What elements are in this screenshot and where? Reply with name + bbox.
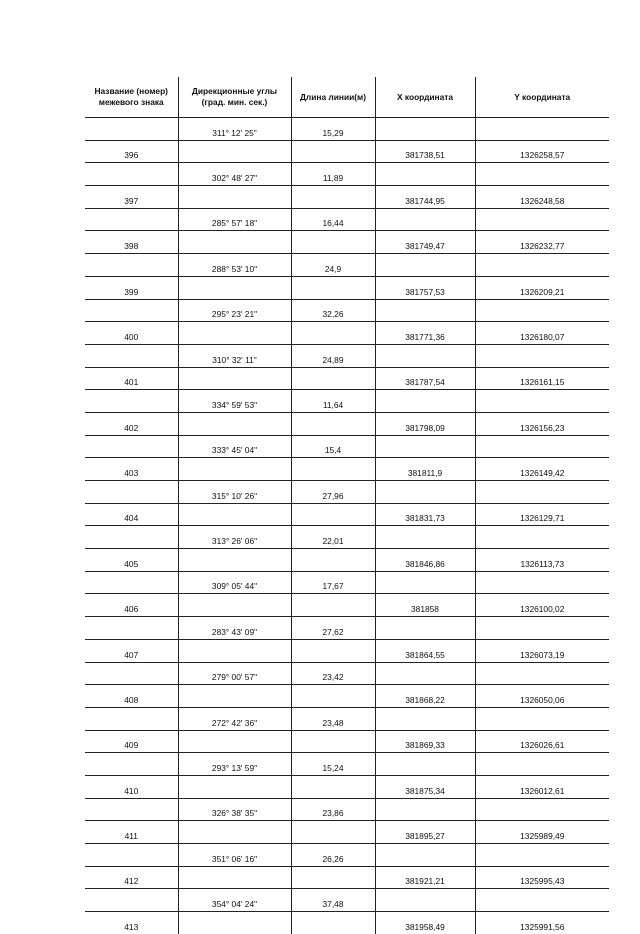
empty-y-cell (475, 208, 609, 231)
empty-length-cell (291, 231, 375, 254)
empty-angle-cell (178, 912, 291, 934)
table-row-segment (85, 798, 609, 821)
empty-length-cell (291, 458, 375, 481)
empty-y-cell (475, 889, 609, 912)
empty-name-cell (85, 617, 178, 640)
empty-length-cell (291, 322, 375, 345)
empty-name-cell (85, 662, 178, 685)
direction-angle-cell: 295° 23' 21" (178, 299, 291, 322)
empty-length-cell (291, 866, 375, 889)
empty-y-cell (475, 435, 609, 458)
empty-name-cell (85, 889, 178, 912)
marker-name-cell: 400 (85, 322, 178, 345)
empty-name-cell (85, 208, 178, 231)
direction-angle-cell: 285° 57' 18" (178, 208, 291, 231)
y-coordinate-cell: 1326026,61 (475, 730, 609, 753)
empty-x-cell (375, 844, 475, 867)
direction-angle-cell: 315° 10' 26" (178, 481, 291, 504)
line-length-cell: 15,29 (291, 118, 375, 141)
empty-length-cell (291, 685, 375, 708)
direction-angle-cell: 272° 42' 36" (178, 707, 291, 730)
table-row-point (85, 231, 609, 254)
table-row-point (85, 186, 609, 209)
x-coordinate-cell: 381858 (375, 594, 475, 617)
empty-angle-cell (178, 821, 291, 844)
y-coordinate-cell: 1326209,21 (475, 276, 609, 299)
empty-angle-cell (178, 503, 291, 526)
table-row-segment (85, 208, 609, 231)
line-length-cell: 23,48 (291, 707, 375, 730)
table-row-segment (85, 571, 609, 594)
empty-name-cell (85, 481, 178, 504)
y-coordinate-cell: 1326156,23 (475, 412, 609, 435)
y-coordinate-cell: 1326161,15 (475, 367, 609, 390)
line-length-cell: 15,4 (291, 435, 375, 458)
x-coordinate-cell: 381744,95 (375, 186, 475, 209)
marker-name-cell: 413 (124, 921, 139, 932)
empty-y-cell (475, 753, 609, 776)
x-coordinate-cell: 381846,86 (375, 549, 475, 572)
empty-length-cell (291, 412, 375, 435)
x-coordinate-cell: 381875,34 (375, 775, 475, 798)
line-length-cell: 11,89 (291, 163, 375, 186)
line-length-cell: 23,42 (291, 662, 375, 685)
empty-name-cell (85, 571, 178, 594)
direction-angle-cell: 302° 48' 27" (178, 163, 291, 186)
table-row-point (85, 322, 609, 345)
empty-length-cell (291, 912, 375, 934)
direction-angle-cell: 279° 00' 57" (178, 662, 291, 685)
empty-angle-cell (178, 186, 291, 209)
empty-x-cell (375, 481, 475, 504)
direction-angle-cell: 283° 43' 09" (178, 617, 291, 640)
empty-x-cell (375, 390, 475, 413)
line-length-cell: 27,96 (291, 481, 375, 504)
table-header-row (85, 77, 609, 118)
table-row-segment (85, 390, 609, 413)
empty-name-cell (85, 526, 178, 549)
direction-angle-cell: 333° 45' 04" (178, 435, 291, 458)
table-row-segment (85, 163, 609, 186)
table-row-point (85, 503, 609, 526)
table-row-segment (85, 299, 609, 322)
x-coordinate-cell: 381749,47 (375, 231, 475, 254)
empty-name-cell (85, 707, 178, 730)
x-coordinate-cell: 381798,09 (375, 412, 475, 435)
line-length-cell: 16,44 (291, 208, 375, 231)
table-row-segment (85, 844, 609, 867)
table-row-segment (85, 753, 609, 776)
line-length-cell: 15,24 (291, 753, 375, 776)
table-row-point (85, 821, 609, 844)
x-coordinate-cell: 381921,21 (375, 866, 475, 889)
table-row-point (85, 412, 609, 435)
boundary-markers-table (85, 77, 609, 934)
empty-length-cell (291, 186, 375, 209)
line-length-cell: 24,9 (291, 254, 375, 277)
marker-name-cell: 398 (85, 231, 178, 254)
empty-y-cell (475, 707, 609, 730)
empty-angle-cell (178, 140, 291, 163)
x-coordinate-cell: 381771,36 (375, 322, 475, 345)
table-row-segment (85, 707, 609, 730)
table-row-segment (85, 254, 609, 277)
empty-length-cell (291, 730, 375, 753)
empty-length-cell (291, 639, 375, 662)
x-coordinate-cell: 381738,51 (375, 140, 475, 163)
x-coordinate-cell: 381811,9 (375, 458, 475, 481)
empty-name-cell (85, 118, 178, 141)
header-marker-name: Название (номер) межевого знака (85, 77, 178, 118)
marker-name-cell: 401 (85, 367, 178, 390)
empty-x-cell (375, 254, 475, 277)
empty-x-cell (375, 889, 475, 912)
marker-name-cell: 408 (85, 685, 178, 708)
empty-x-cell (375, 435, 475, 458)
line-length-cell: 37,48 (291, 889, 375, 912)
line-length-cell: 24,89 (291, 344, 375, 367)
x-coordinate-cell: 381869,33 (375, 730, 475, 753)
empty-y-cell (475, 844, 609, 867)
x-coordinate-cell: 381757,53 (375, 276, 475, 299)
empty-name-cell (85, 390, 178, 413)
empty-y-cell (475, 481, 609, 504)
empty-length-cell (291, 594, 375, 617)
x-coordinate-cell: 381895,27 (375, 821, 475, 844)
empty-angle-cell (178, 639, 291, 662)
empty-x-cell (375, 526, 475, 549)
empty-y-cell (475, 344, 609, 367)
marker-name-cell: 411 (85, 821, 178, 844)
marker-name-cell: 403 (85, 458, 178, 481)
line-length-cell: 26,26 (291, 844, 375, 867)
table-row-point (85, 367, 609, 390)
empty-x-cell (375, 753, 475, 776)
header-x-coordinate: X координата (375, 77, 475, 118)
table-row-point (85, 140, 609, 163)
table-row-segment (85, 617, 609, 640)
empty-name-cell (85, 344, 178, 367)
line-length-cell: 23,86 (291, 798, 375, 821)
y-coordinate-cell: 1325989,49 (475, 821, 609, 844)
empty-name-cell (85, 163, 178, 186)
empty-name-cell (85, 798, 178, 821)
line-length-cell: 17,67 (291, 571, 375, 594)
empty-x-cell (375, 798, 475, 821)
direction-angle-cell: 309° 05' 44" (178, 571, 291, 594)
empty-angle-cell (178, 775, 291, 798)
table-row-segment (85, 889, 609, 912)
marker-name-cell: 410 (85, 775, 178, 798)
table-body (85, 118, 609, 934)
empty-name-cell (85, 254, 178, 277)
empty-angle-cell (178, 322, 291, 345)
table-row-point (85, 685, 609, 708)
table-row-point (85, 276, 609, 299)
direction-angle-cell: 310° 32' 11" (178, 344, 291, 367)
y-coordinate-cell: 1326258,57 (475, 140, 609, 163)
empty-angle-cell (178, 412, 291, 435)
empty-angle-cell (178, 594, 291, 617)
empty-angle-cell (178, 866, 291, 889)
y-coordinate-cell: 1325995,43 (475, 866, 609, 889)
y-coordinate-cell: 1326073,19 (475, 639, 609, 662)
empty-length-cell (291, 549, 375, 572)
empty-name-cell (85, 844, 178, 867)
table-row-point (85, 730, 609, 753)
table-row-point (85, 866, 609, 889)
empty-x-cell (375, 662, 475, 685)
marker-name-cell: 396 (85, 140, 178, 163)
empty-angle-cell (178, 730, 291, 753)
x-coordinate-cell: 381787,54 (375, 367, 475, 390)
y-coordinate-cell: 1326180,07 (475, 322, 609, 345)
table-row-point (85, 639, 609, 662)
table-row-segment (85, 526, 609, 549)
empty-y-cell (475, 571, 609, 594)
empty-y-cell (475, 617, 609, 640)
y-coordinate-cell: 1326100,02 (475, 594, 609, 617)
y-coordinate-cell: 1326129,71 (475, 503, 609, 526)
marker-name-cell: 404 (85, 503, 178, 526)
empty-length-cell (291, 775, 375, 798)
y-coordinate-cell: 1326232,77 (475, 231, 609, 254)
empty-x-cell (375, 118, 475, 141)
marker-name-cell: 407 (85, 639, 178, 662)
y-coordinate-cell: 1326012,61 (475, 775, 609, 798)
x-coordinate-cell: 381958,49 (375, 912, 475, 934)
table-row-point (85, 912, 609, 934)
empty-y-cell (475, 390, 609, 413)
empty-y-cell (475, 526, 609, 549)
line-length-cell: 32,26 (291, 299, 375, 322)
empty-x-cell (375, 163, 475, 186)
empty-length-cell (291, 140, 375, 163)
direction-angle-cell: 288° 53' 10" (178, 254, 291, 277)
empty-y-cell (475, 118, 609, 141)
empty-x-cell (375, 299, 475, 322)
marker-name-cell: 399 (85, 276, 178, 299)
empty-x-cell (375, 707, 475, 730)
empty-x-cell (375, 344, 475, 367)
x-coordinate-cell: 381831,73 (375, 503, 475, 526)
empty-name-cell (85, 435, 178, 458)
empty-x-cell (375, 208, 475, 231)
empty-angle-cell (178, 367, 291, 390)
table-row-point (85, 594, 609, 617)
table-row-segment (85, 662, 609, 685)
empty-length-cell (291, 821, 375, 844)
marker-name-cell: 402 (85, 412, 178, 435)
header-y-coordinate: Y координата (475, 77, 609, 118)
header-line-length: Длина линии(м) (291, 77, 375, 118)
empty-angle-cell (178, 231, 291, 254)
y-coordinate-cell: 1325991,56 (475, 912, 609, 934)
marker-name-cell: 406 (85, 594, 178, 617)
empty-angle-cell (178, 458, 291, 481)
marker-name-cell: 409 (85, 730, 178, 753)
empty-x-cell (375, 571, 475, 594)
y-coordinate-cell: 1326113,73 (475, 549, 609, 572)
y-coordinate-cell: 1326248,58 (475, 186, 609, 209)
table-row-segment (85, 118, 609, 141)
empty-y-cell (475, 299, 609, 322)
empty-angle-cell (178, 685, 291, 708)
marker-name-cell: 405 (85, 549, 178, 572)
empty-angle-cell (178, 276, 291, 299)
direction-angle-cell: 311° 12' 25" (178, 118, 291, 141)
empty-length-cell (291, 503, 375, 526)
y-coordinate-cell: 1326149,42 (475, 458, 609, 481)
table-row-segment (85, 344, 609, 367)
table-row-point (85, 549, 609, 572)
x-coordinate-cell: 381868,22 (375, 685, 475, 708)
empty-x-cell (375, 617, 475, 640)
empty-y-cell (475, 798, 609, 821)
direction-angle-cell: 313° 26' 06" (178, 526, 291, 549)
empty-angle-cell (178, 549, 291, 572)
direction-angle-cell: 334° 59' 53" (178, 390, 291, 413)
table-row-segment (85, 435, 609, 458)
marker-name-cell: 397 (85, 186, 178, 209)
empty-y-cell (475, 662, 609, 685)
line-length-cell: 27,62 (291, 617, 375, 640)
empty-name-cell (85, 753, 178, 776)
empty-y-cell (475, 163, 609, 186)
direction-angle-cell: 293° 13' 59" (178, 753, 291, 776)
empty-length-cell (291, 276, 375, 299)
line-length-cell: 22,01 (291, 526, 375, 549)
x-coordinate-cell: 381864,55 (375, 639, 475, 662)
table-row-segment (85, 481, 609, 504)
direction-angle-cell: 351° 06' 16" (178, 844, 291, 867)
header-direction-angle: Дирекционные углы (град. мин. сек.) (178, 77, 291, 118)
y-coordinate-cell: 1326050,06 (475, 685, 609, 708)
direction-angle-cell: 326° 38' 35" (178, 798, 291, 821)
table-row-point (85, 775, 609, 798)
table-row-point (85, 458, 609, 481)
empty-name-cell (85, 299, 178, 322)
empty-length-cell (291, 367, 375, 390)
marker-name-cell: 412 (85, 866, 178, 889)
line-length-cell: 11,64 (291, 390, 375, 413)
empty-y-cell (475, 254, 609, 277)
direction-angle-cell: 354° 04' 24" (178, 889, 291, 912)
